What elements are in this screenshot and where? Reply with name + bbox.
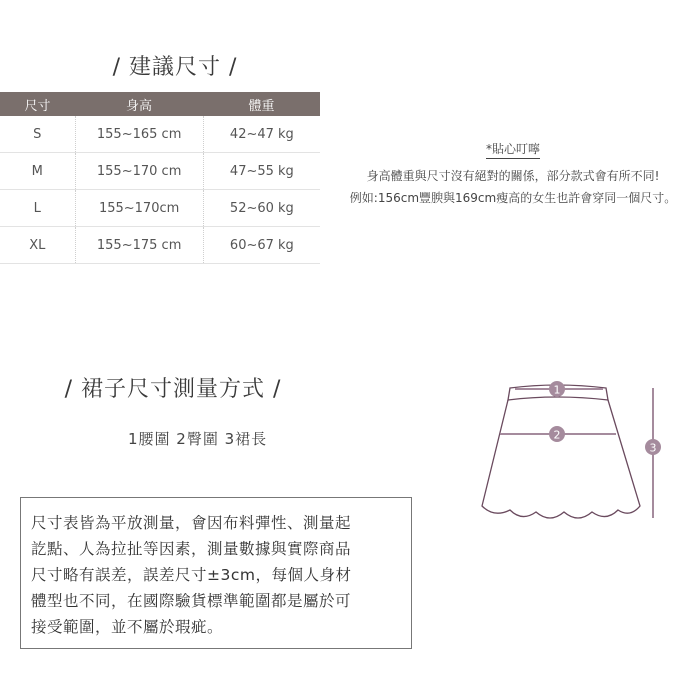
header-weight: 體重 [248,98,275,114]
tips-block [326,140,700,209]
size-section-title: / 建議尺寸 / [112,55,238,80]
tips-title: *貼心叮嚀 [486,140,540,159]
cell-size: XL [0,227,76,263]
note-line: 尺寸略有誤差，誤差尺寸±3cm，每個人身材 [31,566,352,584]
note-line: 接受範圍，並不屬於瑕疵。 [31,618,224,636]
cell-weight: 42~47 kg [229,126,294,142]
note-line: 體型也不同，在國際驗貨標準範圍都是屬於可 [31,592,352,610]
note-line: 尺寸表皆為平放測量，會因布料彈性、測量起 [31,514,352,532]
skirt-measure-diagram [470,370,680,530]
header-height: 身高 [125,98,152,114]
table-row [0,227,320,264]
measure-section-title: / 裙子尺寸測量方式 / [64,377,282,402]
cell-height: 155~175 cm [76,227,204,263]
tips-line: 身高體重與尺寸沒有絕對的關係，部分款式會有所不同! [366,169,660,183]
table-row [0,190,320,227]
marker-3-label: 3 [649,441,657,455]
marker-2-label: 2 [553,428,561,442]
skirt-icon [482,385,640,518]
size-table [0,92,320,264]
measure-items: 1腰圍 2臀圍 3裙長 [128,430,268,448]
cell-height: 155~170cm [76,190,204,226]
note-box [20,497,412,649]
cell-weight: 60~67 kg [229,237,294,253]
cell-height: 155~170 cm [76,153,204,189]
marker-1-label: 1 [553,383,561,397]
header-size: 尺寸 [24,98,51,114]
cell-size: L [0,190,76,226]
table-header [0,92,320,116]
cell-height: 155~165 cm [76,116,204,152]
note-line: 訖點、人為拉扯等因素，測量數據與實際商品 [31,540,352,558]
table-row [0,153,320,190]
cell-weight: 47~55 kg [229,163,294,179]
cell-size: S [0,116,76,152]
table-row [0,116,320,153]
cell-size: M [0,153,76,189]
tips-line: 例如:156cm豐腴與169cm瘦高的女生也許會穿同一個尺寸。 [349,191,677,205]
cell-weight: 52~60 kg [229,200,294,216]
